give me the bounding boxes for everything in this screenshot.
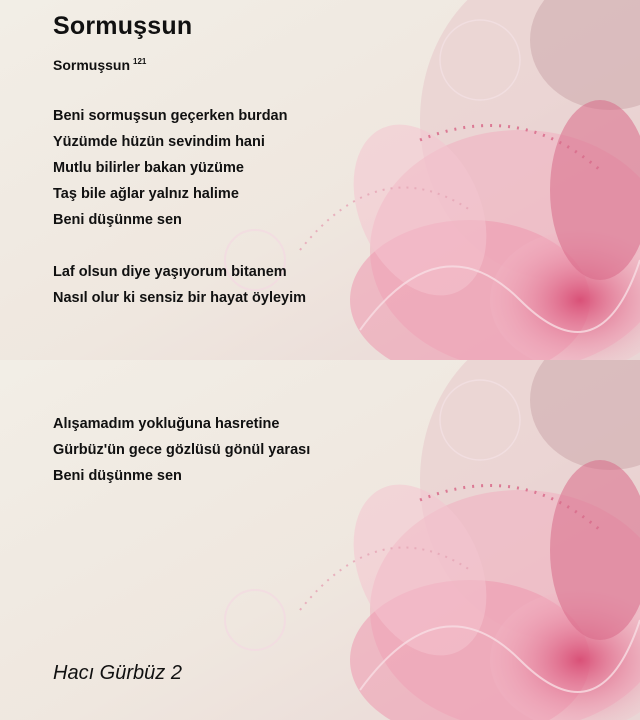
poem-title: Sormuşsun xyxy=(53,12,193,40)
poem-line: Laf olsun diye yaşıyorum bitanem xyxy=(53,264,287,280)
poem-subtitle xyxy=(53,57,146,73)
poem-author: Hacı Gürbüz 2 xyxy=(53,662,182,684)
poem-line: Mutlu bilirler bakan yüzüme xyxy=(53,160,244,176)
poem-line: Nasıl olur ki sensiz bir hayat öyleyim xyxy=(53,290,307,306)
poem-line: Beni düşünme sen xyxy=(53,212,182,228)
poem-line: Beni düşünme sen xyxy=(53,468,182,484)
poem-subtitle-text: Sormuşsun xyxy=(53,57,131,73)
poem-line: Beni sormuşsun geçerken burdan xyxy=(53,108,288,124)
view-count: 121 xyxy=(133,57,147,66)
poem-line: Yüzümde hüzün sevindim hani xyxy=(53,134,265,150)
poem-line: Alışamadım yokluğuna hasretine xyxy=(53,416,280,432)
poem-line: Taş bile ağlar yalnız halime xyxy=(53,186,239,202)
poem-line: Gürbüz'ün gece gözlüsü gönül yarası xyxy=(53,442,311,458)
